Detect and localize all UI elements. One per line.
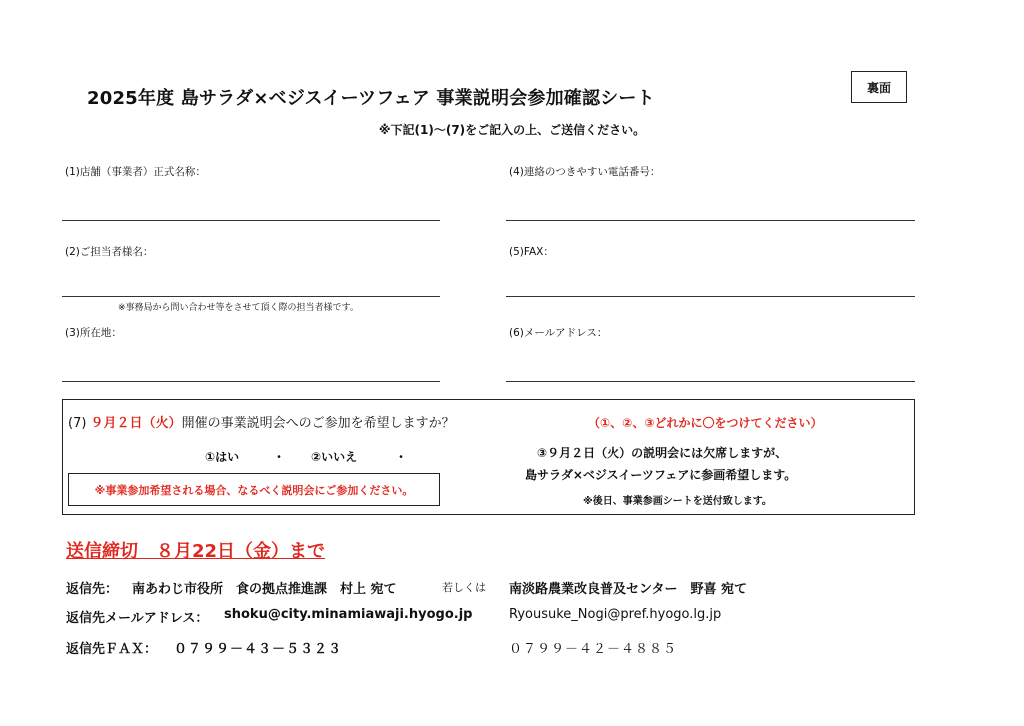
return-fax-1: ０７９９－４３－５３２３ xyxy=(174,642,343,657)
attendance-request-box: ※事業参加希望される場合、なるべく説明会にご参加ください。 xyxy=(68,473,440,506)
return-email-2[interactable]: Ryousuke_Nogi@pref.hyogo.lg.jp xyxy=(509,607,722,622)
return-email-label: 返信先メールアドレス： xyxy=(66,611,209,626)
input-line-contact-name[interactable] xyxy=(62,296,440,297)
option-3-note: ※後日、事業参画シートを送付致します。 xyxy=(583,496,772,507)
input-line-fax[interactable] xyxy=(506,296,915,297)
return-to-center: 南淡路農業改良普及センター 野喜 宛て xyxy=(509,582,748,597)
option-separator: ・ xyxy=(273,450,286,464)
option-absent-participate[interactable]: ③９月２日（火）の説明会には欠席しますが、 xyxy=(537,446,788,460)
input-line-address[interactable] xyxy=(62,381,440,382)
contact-note: ※事務局から問い合わせ等をさせて頂く際の担当者様です。 xyxy=(118,303,359,313)
field-label-email: (6)メールアドレス： xyxy=(509,327,608,339)
return-fax-label: 返信先ＦＡＸ： xyxy=(66,642,158,657)
return-to-city: 南あわじ市役所 食の拠点推進課 村上 宛て xyxy=(132,582,397,597)
question-7-prefix: (7) xyxy=(68,416,91,431)
field-label-fax: (5)FAX： xyxy=(509,246,554,258)
question-7-text: 開催の事業説明会へのご参加を希望しますか？ xyxy=(181,416,455,431)
page-title: 2025年度 島サラダ×ベジスイーツフェア 事業説明会参加確認シート xyxy=(87,88,655,109)
field-label-contact-name: (2)ご担当者様名： xyxy=(65,246,154,258)
input-line-phone[interactable] xyxy=(506,220,915,221)
option-no[interactable]: ②いいえ xyxy=(311,450,358,464)
field-label-store-name: (1)店舗（事業者）正式名称： xyxy=(65,166,206,178)
question-7 xyxy=(68,412,455,431)
option-yes[interactable]: ①はい xyxy=(205,450,240,464)
return-fax-2: ０７９９－４２－４８８５ xyxy=(509,642,678,657)
return-email-1[interactable]: shoku@city.minamiawaji.hyogo.jp xyxy=(224,607,473,622)
question-7-date: ９月２日（火） xyxy=(90,416,182,431)
ura-badge: 裏面 xyxy=(851,71,907,103)
input-line-store-name[interactable] xyxy=(62,220,440,221)
option-separator: ・ xyxy=(395,450,408,464)
instruction-note: ※下記(1)～(7)をご記入の上、ご送信ください。 xyxy=(378,123,646,137)
deadline: 送信締切 ８月22日（金）まで xyxy=(66,541,326,562)
field-label-address: (3)所在地： xyxy=(65,327,122,339)
question-7-instruction: （①、②、③どれかに〇をつけてください） xyxy=(588,416,823,430)
field-label-phone: (4)連絡のつきやすい電話番号： xyxy=(509,166,661,178)
option-absent-participate-line2: 島サラダ×ベジスイーツフェアに参画希望します。 xyxy=(525,468,797,482)
return-to-label: 返信先： xyxy=(66,582,119,597)
or-label: 若しくは xyxy=(442,581,486,594)
input-line-email[interactable] xyxy=(506,381,915,382)
